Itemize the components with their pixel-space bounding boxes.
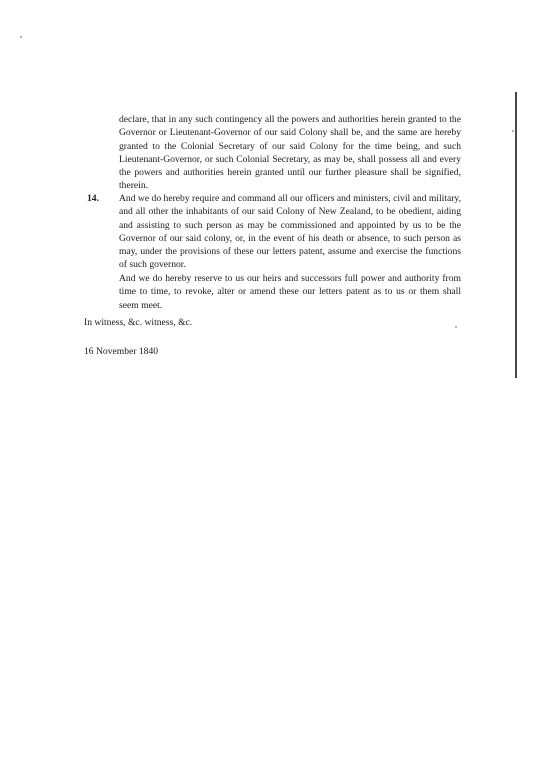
witness-line: In witness, &c. witness, &c.: [84, 317, 193, 328]
scan-speck: [455, 326, 457, 328]
paragraph-contingency: declare, that in any such contingency all the powers and authorities herein granted to the Governor or Lieutenant-Governor of our said Colony shall be, and the same are hereby granted to the Colonial Secretary of our said Colony for the time being, and such Lieutenant-Governor, or such Colonial Secretary, as may be, shall possess all and every the powers and authorities herein granted until our further pleasure shall be signified, therein.: [119, 114, 461, 192]
paragraph-clause-14: And we do hereby require and command all our officers and ministers, civil and military, and all other the inhabitants of our said Colony of New Zealand, to be obedient, aiding and assisting to such person as may be commissioned and appointed by us to be the Governor of our said colony, or, in the event of his death or absence, to such person as may, under the provisions of these our letters patent, assume and exercise the functions of such governor.: [119, 193, 461, 271]
scan-edge-line: [515, 92, 517, 378]
date-line: 16 November 1840: [84, 346, 159, 357]
scan-speck: [512, 130, 514, 132]
scan-speck: [20, 36, 22, 38]
paragraph-reservation: And we do hereby reserve to us our heirs and successors full power and authority from time to time, to revoke, alter or amend these our letters patent as to us or them shall seem meet.: [119, 273, 461, 311]
clause-number: 14.: [87, 193, 99, 204]
